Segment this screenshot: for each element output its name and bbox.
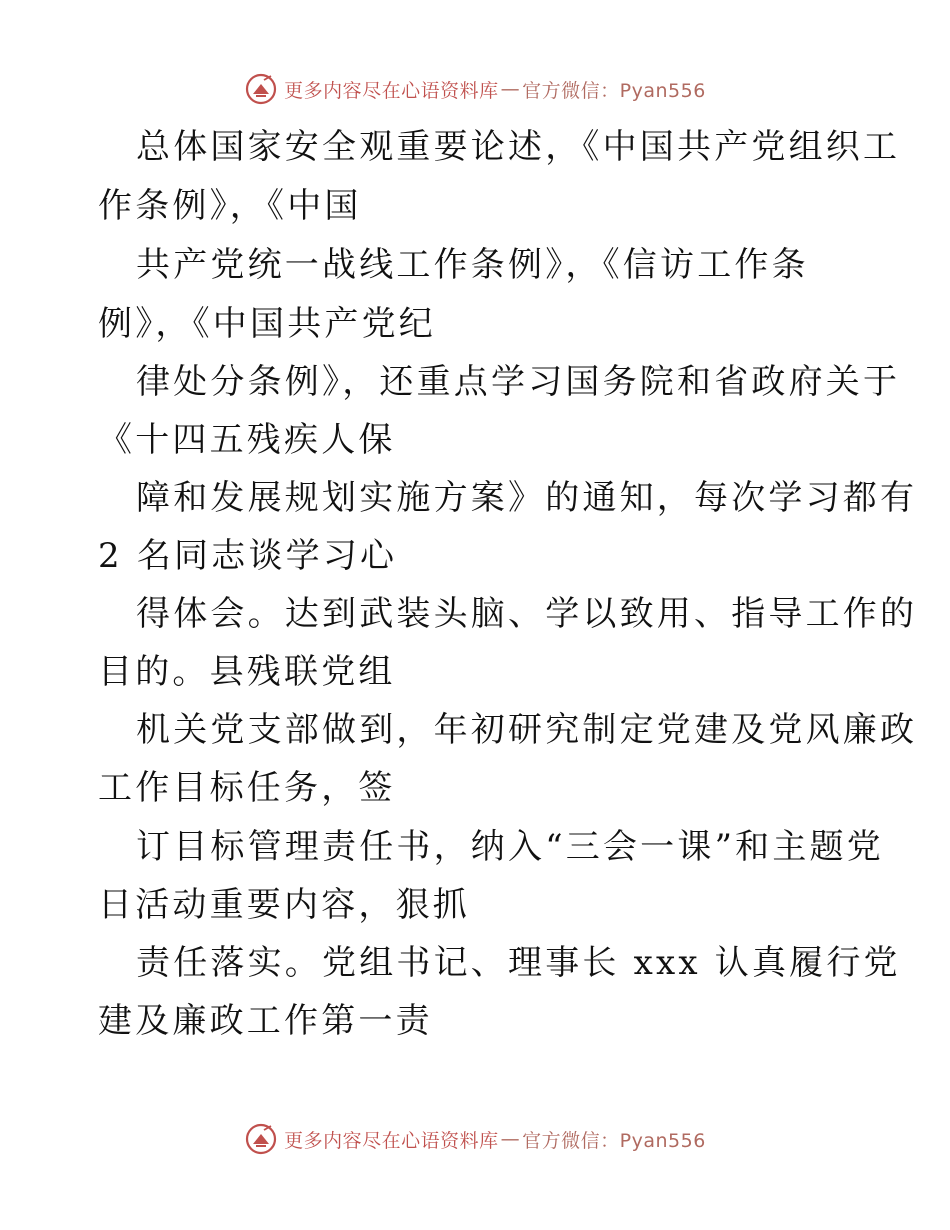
body-line: 作条例》，《中国: [98, 186, 362, 226]
body-line: 得体会。达到武装头脑、学以致用、指导工作的: [136, 594, 918, 634]
body-line: 例》，《中国共产党纪: [98, 304, 436, 344]
body-line: 工作目标任务，签: [98, 768, 396, 808]
body-line: 责任落实。党组书记、理事长 xxx 认真履行党: [136, 943, 901, 983]
watermark-separator: —: [500, 78, 521, 100]
body-line: 机关党支部做到，年初研究制定党建及党风廉政: [136, 710, 918, 750]
watermark-suffix: 官方微信：Pyan556: [522, 1129, 706, 1152]
watermark-separator: —: [500, 1128, 521, 1150]
watermark-suffix: 官方微信：Pyan556: [522, 79, 706, 102]
body-line: 日活动重要内容，狠抓: [98, 885, 470, 925]
body-line: 总体国家安全观重要论述，《中国共产党组织工: [136, 127, 901, 167]
book-quill-icon: [244, 1122, 278, 1156]
body-line: 2 名同志谈学习心: [98, 536, 398, 576]
body-line: 订目标管理责任书，纳入“三会一课”和主题党: [136, 827, 884, 867]
body-line: 律处分条例》，还重点学习国务院和省政府关于: [136, 362, 901, 402]
body-line: 建及廉政工作第一责: [98, 1001, 433, 1041]
watermark-brand: 更多内容尽在心语资料库: [284, 1129, 499, 1152]
body-line: 目的。县残联党组: [98, 652, 396, 692]
body-line: 障和发展规划实施方案》的通知，每次学习都有: [136, 478, 918, 518]
body-line: 《十四五残疾人保: [98, 420, 396, 460]
body-line: 共产党统一战线工作条例》，《信访工作条: [136, 245, 809, 285]
footer-watermark: [0, 1122, 950, 1156]
watermark-brand: 更多内容尽在心语资料库: [284, 79, 499, 102]
